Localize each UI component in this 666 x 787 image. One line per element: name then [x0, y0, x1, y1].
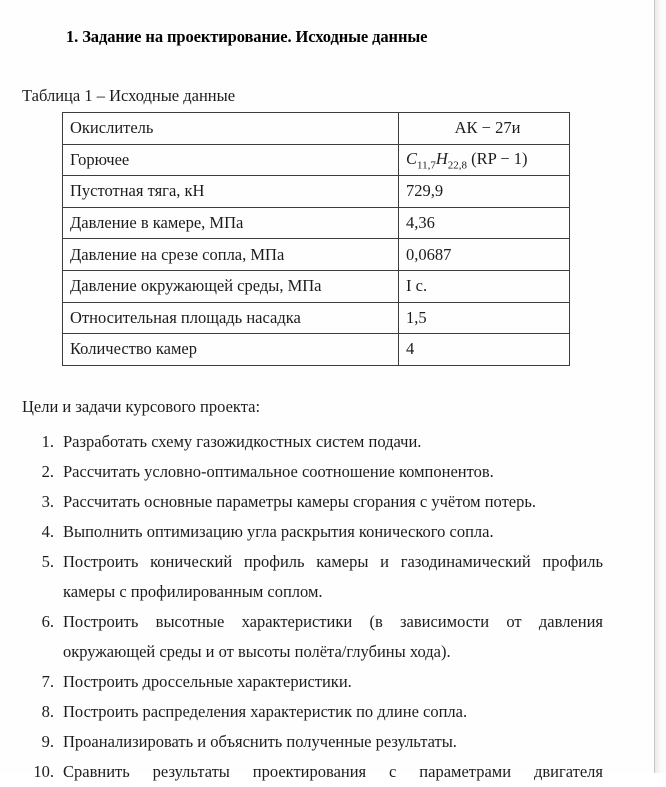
list-item-number: 8. [41, 701, 54, 721]
list-item-line: Выполнить оптимизацию угла раскрытия конического сопла. [63, 521, 494, 541]
list-item-line: Построить распределения характеристик по длине сопла. [63, 701, 468, 721]
table-row [63, 302, 570, 334]
table-cell-value: 0,0687 [399, 239, 570, 271]
list-item-line: окружающей среды и от высоты полёта/глубины хода). [63, 641, 451, 661]
list-item-text [63, 427, 603, 457]
list-item [0, 607, 655, 667]
list-item-number: 4. [41, 521, 54, 541]
table-row [63, 176, 570, 208]
table-cell-value: 4,36 [399, 207, 570, 239]
list-item [0, 697, 655, 727]
formula-c: C [406, 148, 418, 168]
table-row [63, 113, 570, 145]
table-cell-label: Количество камер [63, 334, 399, 366]
page-edge [654, 0, 666, 773]
table-cell-label: Давление окружающей среды, МПа [63, 270, 399, 302]
list-item-line: Рассчитать основные параметры камеры сгорания с учётом потерь. [63, 491, 537, 511]
formula-suffix: (RP − 1) [467, 148, 528, 168]
goals-heading: Цели и задачи курсового проекта: [22, 396, 261, 416]
formula-h-sub: 22,8 [447, 159, 468, 172]
task-list [0, 427, 655, 787]
list-item-line: Построить высотные характеристики (в зависимости от давления [63, 611, 603, 631]
list-item-text [63, 757, 603, 787]
table-cell-value: 1,5 [399, 302, 570, 334]
list-item [0, 547, 655, 607]
list-item [0, 667, 655, 697]
list-item [0, 727, 655, 757]
list-item [0, 517, 655, 547]
table-cell-value: АК − 27и [399, 113, 570, 145]
table-cell-value: 4 [399, 334, 570, 366]
list-item-line: Сравнить результаты проектирования с параметрами двигателя [63, 761, 603, 781]
list-item-number: 6. [41, 611, 54, 631]
list-item-text [63, 667, 603, 697]
table-row [63, 270, 570, 302]
table-cell-label: Давление в камере, МПа [63, 207, 399, 239]
list-item-text [63, 457, 603, 487]
table-cell-label: Горючее [63, 144, 399, 176]
table-cell-label: Относительная площадь насадка [63, 302, 399, 334]
table-row [63, 239, 570, 271]
list-item-number: 9. [41, 731, 54, 751]
formula-c-sub: 11,7 [417, 159, 436, 172]
formula-h: H [435, 148, 448, 168]
list-item-line: Рассчитать условно-оптимальное соотношение компонентов. [63, 461, 494, 481]
table-row [63, 144, 570, 176]
list-item-line: Построить дроссельные характеристики. [63, 671, 352, 691]
list-item [0, 457, 655, 487]
table-cell-value: I с. [399, 270, 570, 302]
list-item [0, 487, 655, 517]
table-cell-label: Окислитель [63, 113, 399, 145]
list-item [0, 427, 655, 457]
list-item-number: 7. [41, 671, 54, 691]
list-item [0, 757, 655, 787]
table-row [63, 334, 570, 366]
list-item-line: камеры с профилированным соплом. [63, 581, 323, 601]
list-item-number: 1. [41, 431, 54, 451]
list-item-text [63, 607, 603, 667]
list-item-text [63, 547, 603, 607]
table-cell-label: Давление на срезе сопла, МПа [63, 239, 399, 271]
table-row [63, 207, 570, 239]
table-cell-value: 729,9 [399, 176, 570, 208]
table-cell-label: Пустотная тяга, кН [63, 176, 399, 208]
initial-data-table [62, 112, 570, 366]
list-item-text [63, 697, 603, 727]
list-item-text [63, 517, 603, 547]
list-item-number: 3. [41, 491, 54, 511]
list-item-text [63, 487, 603, 517]
section-heading: 1. Задание на проектирование. Исходные данные [66, 27, 428, 46]
list-item-number: 5. [41, 551, 54, 571]
table-cell-value-formula [399, 144, 570, 176]
list-item-line: Проанализировать и объяснить полученные результаты. [63, 731, 457, 751]
list-item-text [63, 727, 603, 757]
list-item-line: Разработать схему газожидкостных систем подачи. [63, 431, 422, 451]
list-item-number: 2. [41, 461, 54, 481]
list-item-line: Построить конический профиль камеры и газодинамический профиль [63, 551, 603, 571]
list-item-number: 10. [33, 761, 54, 781]
table-caption: Таблица 1 – Исходные данные [22, 86, 236, 105]
